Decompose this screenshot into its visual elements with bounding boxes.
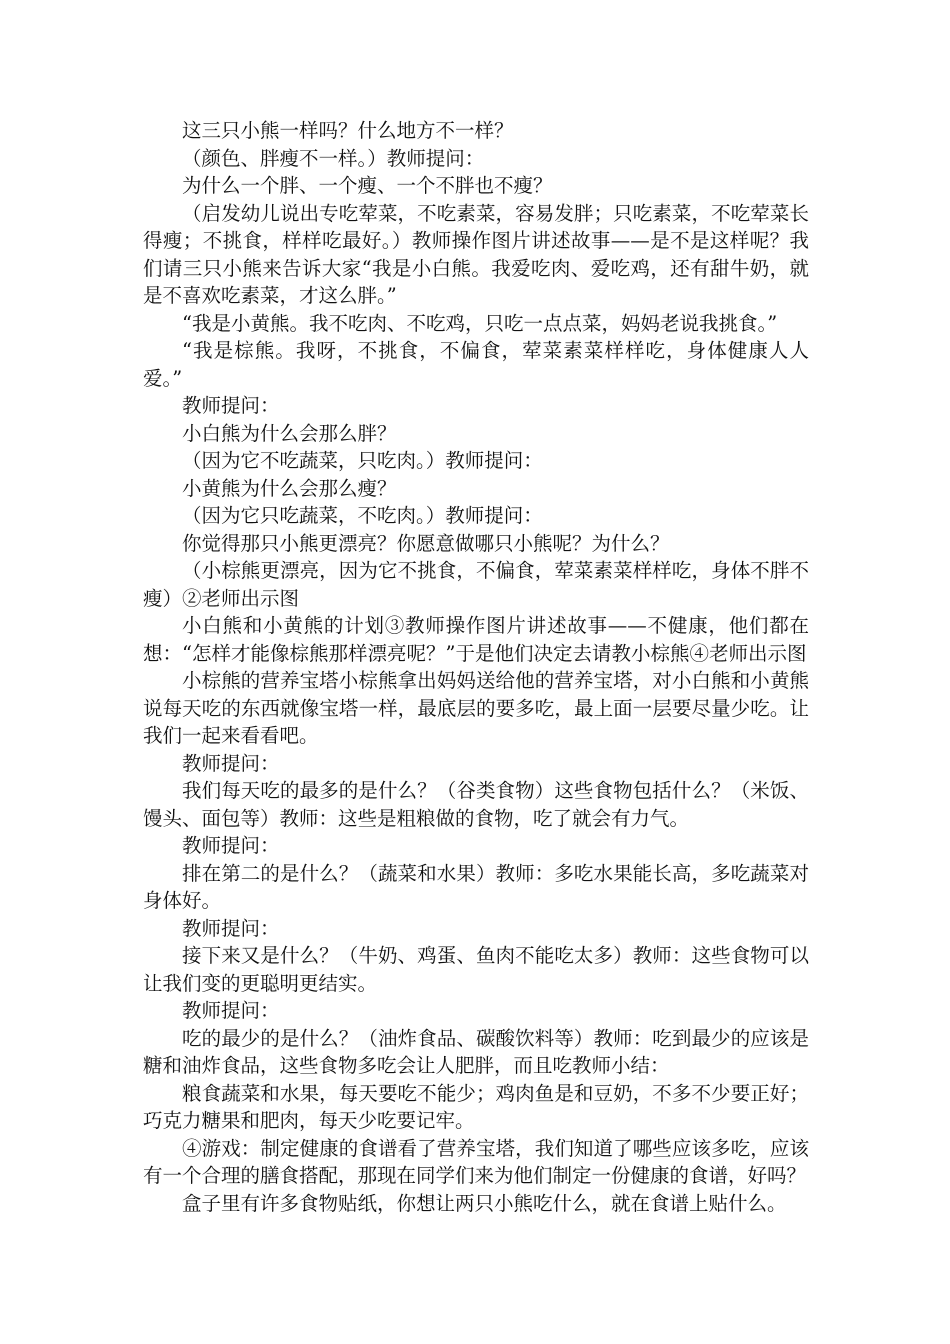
paragraph: 小棕熊的营养宝塔小棕熊拿出妈妈送给他的营养宝塔，对小白熊和小黄熊说每天吃的东西就像宝塔一样，最底层的要多吃，最上面一层要尽量少吃。让我们一起来看看吧。 [143,669,809,747]
paragraph: 你觉得那只小熊更漂亮？你愿意做哪只小熊呢？为什么？ [182,531,670,555]
paragraph: 排在第二的是什么？（蔬菜和水果）教师：多吃水果能长高，多吃蔬菜对身体好。 [143,861,809,912]
paragraph: 教师提问： [182,751,280,775]
paragraph: 教师提问： [182,999,280,1022]
paragraph: （小棕熊更漂亮，因为它不挑食，不偏食，荤菜素菜样样吃，身体不胖不瘦）②老师出示图 [143,559,809,610]
paragraph: ④游戏：制定健康的食谱看了营养宝塔，我们知道了哪些应该多吃，应该有一个合理的膳食搭配，那现在同学们来为他们制定一份健康的食谱，好吗？ [143,1136,809,1187]
paragraph: （启发幼儿说出专吃荤菜，不吃素菜，容易发胖；只吃素菜，不吃荤菜长得瘦；不挑食，样样吃最好。）教师操作图片讲述故事——是不是这样呢？我们请三只小熊来告诉大家“我是小白熊。我爱吃肉、爱吃鸡，还有甜牛奶，就是不喜欢吃素菜，才这么胖。” [143,201,809,307]
paragraph: （因为它不吃蔬菜，只吃肉。）教师提问： [182,449,543,472]
paragraph: 这三只小熊一样吗？什么地方不一样？ [182,119,514,142]
document-body [143,117,809,1217]
paragraph: 小黄熊为什么会那么瘦？ [182,476,397,500]
paragraph: 粮食蔬菜和水果，每天要吃不能少；鸡肉鱼是和豆奶，不多不少要正好；巧克力糖果和肥肉，每天少吃要记牢。 [143,1081,809,1132]
paragraph: 小白熊为什么会那么胖？ [182,421,397,445]
paragraph: （因为它只吃蔬菜，不吃肉。）教师提问： [182,504,543,527]
paragraph: “我是小黄熊。我不吃肉、不吃鸡，只吃一点点菜，妈妈老说我挑食。” [182,311,778,335]
paragraph: “我是棕熊。我呀，不挑食，不偏食，荤菜素菜样样吃，身体健康人人爱。” [143,339,809,390]
paragraph: 我们每天吃的最多的是什么？（谷类食物）这些食物包括什么？（米饭、馒头、面包等）教师：这些是粗粮做的食物，吃了就会有力气。 [143,779,809,830]
paragraph: 盒子里有许多食物贴纸，你想让两只小熊吃什么，就在食谱上贴什么。 [182,1191,787,1215]
paragraph: 教师提问： [182,834,280,857]
paragraph: 小白熊和小黄熊的计划③教师操作图片讲述故事——不健康，他们都在想：“怎样才能像棕熊那样漂亮呢？”于是他们决定去请教小棕熊④老师出示图 [143,614,809,665]
paragraph: 教师提问： [182,916,280,940]
paragraph: （颜色、胖瘦不一样。）教师提问： [182,146,485,170]
paragraph: 吃的最少的是什么？（油炸食品、碳酸饮料等）教师：吃到最少的应该是糖和油炸食品，这些食物多吃会让人肥胖，而且吃教师小结： [143,1026,809,1077]
paragraph: 为什么一个胖、一个瘦、一个不胖也不瘦？ [182,174,553,197]
paragraph: 接下来又是什么？（牛奶、鸡蛋、鱼肉不能吃太多）教师：这些食物可以让我们变的更聪明更结实。 [143,944,809,995]
paragraph: 教师提问： [182,394,280,417]
